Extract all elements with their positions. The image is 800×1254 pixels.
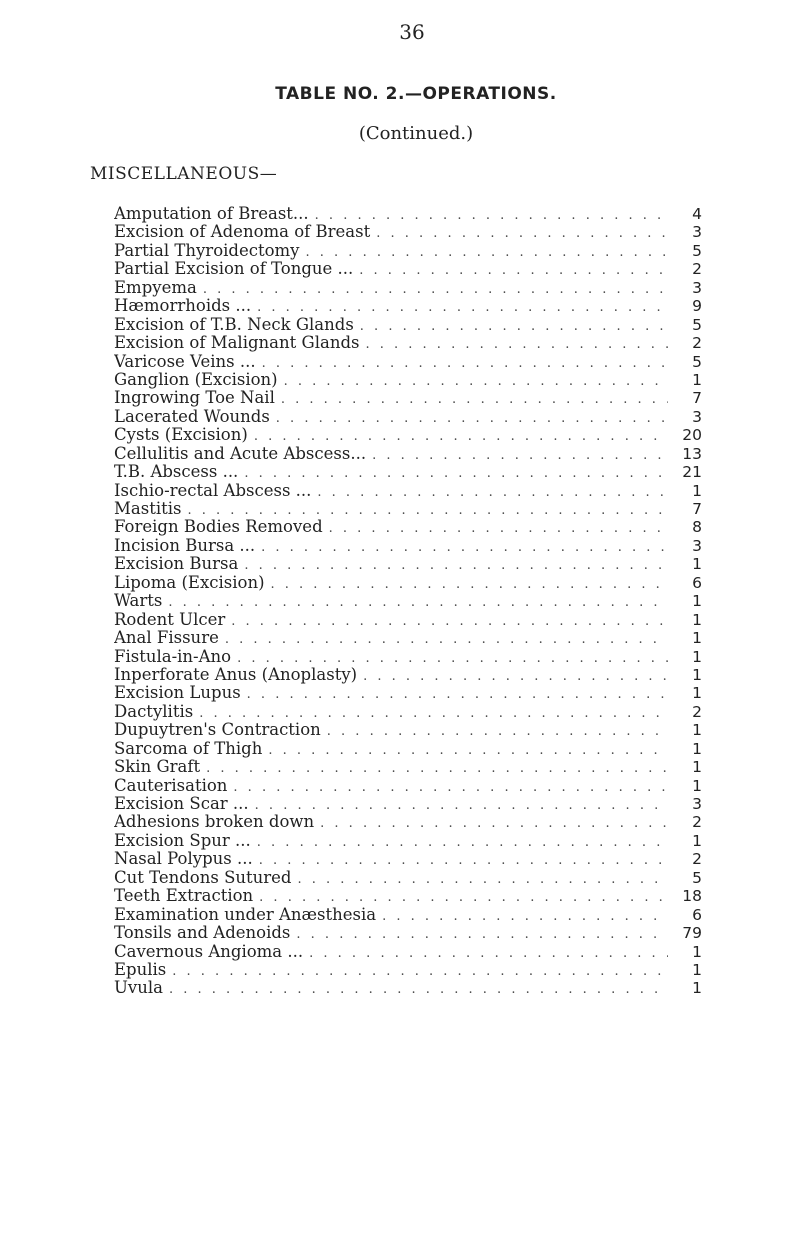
dot-leader [169, 981, 668, 997]
operation-count: 7 [692, 389, 702, 408]
table-row [114, 297, 702, 315]
operation-count: 8 [692, 518, 702, 537]
dot-leader [257, 299, 668, 315]
operation-name: Cut Tendons Sutured [114, 869, 297, 887]
operation-count: 1 [692, 684, 702, 703]
table-row [114, 518, 702, 536]
dot-leader [309, 945, 668, 961]
operation-count: 6 [692, 573, 702, 592]
dot-leader [284, 373, 668, 389]
dot-leader [255, 797, 668, 813]
operation-name: Mastitis [114, 500, 187, 518]
operation-count: 3 [692, 407, 702, 426]
operation-count: 1 [692, 758, 702, 777]
dot-leader [225, 631, 668, 647]
section-heading: MISCELLANEOUS— [90, 164, 278, 184]
dot-leader [268, 742, 668, 758]
table-row [114, 869, 702, 887]
operation-name: Excision Spur ... [114, 832, 257, 850]
operation-name: Excision of Adenoma of Breast [114, 223, 376, 241]
dot-leader [271, 576, 668, 592]
operation-count: 1 [692, 721, 702, 740]
operation-count: 2 [692, 334, 702, 353]
operation-name: T.B. Abscess ... [114, 463, 244, 481]
operation-count: 1 [692, 665, 702, 684]
operation-name: Dactylitis [114, 703, 199, 721]
table-row [114, 703, 702, 721]
table-row [114, 887, 702, 905]
table-row [114, 721, 702, 739]
dot-leader [244, 557, 668, 573]
operation-name: Anal Fissure [114, 629, 225, 647]
dot-leader [206, 760, 668, 776]
operation-count: 1 [692, 960, 702, 979]
operation-count: 4 [692, 205, 702, 223]
table-row [114, 445, 702, 463]
dot-leader [247, 686, 668, 702]
dot-leader [306, 244, 668, 260]
dot-leader [363, 668, 668, 684]
table-row [114, 648, 702, 666]
table-row [114, 906, 702, 924]
operation-count: 1 [692, 481, 702, 500]
table-row [114, 463, 702, 481]
operation-count: 2 [692, 702, 702, 721]
operation-count: 2 [692, 850, 702, 869]
operation-name: Teeth Extraction [114, 887, 259, 905]
operation-count: 1 [692, 555, 702, 574]
operation-name: Excision Scar ... [114, 795, 255, 813]
operation-count: 5 [692, 352, 702, 371]
table-row [114, 611, 702, 629]
operation-count: 5 [692, 315, 702, 334]
operation-name: Adhesions broken down [114, 813, 320, 831]
operation-name: Excision of T.B. Neck Glands [114, 316, 360, 334]
table-row [114, 500, 702, 518]
table-row [114, 684, 702, 702]
dot-leader [281, 391, 668, 407]
operation-name: Inperforate Anus (Anoplasty) [114, 666, 363, 684]
dot-leader [317, 484, 668, 500]
table-row [114, 408, 702, 426]
operation-count: 1 [692, 629, 702, 648]
operation-name: Ingrowing Toe Nail [114, 389, 281, 407]
table-row [114, 205, 702, 223]
operation-name: Incision Bursa ... [114, 537, 261, 555]
operation-count: 79 [682, 924, 702, 943]
operation-count: 1 [692, 370, 702, 389]
operation-name: Dupuytren's Contraction [114, 721, 327, 739]
table-row [114, 242, 702, 260]
operation-name: Fistula-in-Ano [114, 648, 237, 666]
table-row [114, 426, 702, 444]
dot-leader [259, 889, 668, 905]
table-row [114, 758, 702, 776]
operation-name: Foreign Bodies Removed [114, 518, 329, 536]
dot-leader [233, 779, 668, 795]
operation-name: Cysts (Excision) [114, 426, 254, 444]
operation-count: 6 [692, 905, 702, 924]
operation-name: Ganglion (Excision) [114, 371, 284, 389]
operation-name: Warts [114, 592, 168, 610]
table-row [114, 850, 702, 868]
operation-name: Lacerated Wounds [114, 408, 276, 426]
operation-name: Epulis [114, 961, 172, 979]
dot-leader [365, 336, 668, 352]
dot-leader [320, 815, 668, 831]
dot-leader [382, 908, 668, 924]
dot-leader [297, 871, 668, 887]
table-row [114, 334, 702, 352]
table-row [114, 316, 702, 334]
operation-name: Excision Bursa [114, 555, 244, 573]
operation-count: 1 [692, 739, 702, 758]
table-row [114, 537, 702, 555]
dot-leader [327, 723, 668, 739]
operation-count: 21 [682, 463, 702, 482]
operation-count: 1 [692, 610, 702, 629]
table-row [114, 389, 702, 407]
table-row [114, 555, 702, 573]
operation-count: 1 [692, 776, 702, 795]
table-row [114, 223, 702, 241]
operation-count: 3 [692, 278, 702, 297]
table-row [114, 979, 702, 997]
operation-count: 7 [692, 500, 702, 518]
operation-name: Partial Excision of Tongue ... [114, 260, 359, 278]
operation-count: 1 [692, 647, 702, 666]
dot-leader [237, 650, 668, 666]
dot-leader [259, 852, 668, 868]
table-row [114, 592, 702, 610]
operation-count: 13 [682, 444, 702, 463]
table-row [114, 924, 702, 942]
operations-list [114, 205, 702, 998]
operation-name: Excision Lupus [114, 684, 247, 702]
table-row [114, 795, 702, 813]
operation-name: Rodent Ulcer [114, 611, 231, 629]
operation-count: 3 [692, 223, 702, 242]
dot-leader [276, 410, 668, 426]
operation-name: Excision of Malignant Glands [114, 334, 365, 352]
operation-count: 1 [692, 592, 702, 611]
dot-leader [262, 355, 668, 371]
dot-leader [359, 262, 668, 278]
operation-name: Cellulitis and Acute Abscess... [114, 445, 372, 463]
operation-count: 1 [692, 979, 702, 998]
operation-count: 2 [692, 813, 702, 832]
dot-leader [199, 705, 668, 721]
table-row [114, 353, 702, 371]
table-row [114, 943, 702, 961]
table-row [114, 260, 702, 278]
dot-leader [315, 207, 668, 223]
operation-name: Lipoma (Excision) [114, 574, 271, 592]
dot-leader [329, 520, 668, 536]
dot-leader [244, 465, 668, 481]
operation-name: Uvula [114, 979, 169, 997]
dot-leader [254, 428, 668, 444]
operation-count: 1 [692, 831, 702, 850]
table-row [114, 961, 702, 979]
table-row [114, 574, 702, 592]
operation-count: 2 [692, 260, 702, 279]
operation-name: Amputation of Breast... [114, 205, 315, 223]
table-row [114, 629, 702, 647]
dot-leader [172, 963, 668, 979]
table-title: TABLE NO. 2.—OPERATIONS. [275, 84, 557, 104]
dot-leader [203, 281, 668, 297]
page-number: 36 [399, 20, 425, 44]
dot-leader [376, 225, 668, 241]
dot-leader [257, 834, 668, 850]
operation-name: Nasal Polypus ... [114, 850, 259, 868]
dot-leader [372, 447, 668, 463]
table-row [114, 666, 702, 684]
operation-count: 18 [682, 887, 702, 906]
dot-leader [261, 539, 668, 555]
table-row [114, 279, 702, 297]
table-row [114, 813, 702, 831]
dot-leader [187, 502, 668, 518]
operation-name: Hæmorrhoids ... [114, 297, 257, 315]
table-row [114, 832, 702, 850]
operation-count: 20 [682, 426, 702, 445]
dot-leader [296, 926, 668, 942]
table-row [114, 371, 702, 389]
operation-name: Partial Thyroidectomy [114, 242, 306, 260]
operation-count: 1 [692, 942, 702, 961]
operation-count: 3 [692, 536, 702, 555]
operation-count: 3 [692, 795, 702, 813]
table-subtitle: (Continued.) [358, 123, 474, 144]
operation-count: 5 [692, 241, 702, 260]
operation-name: Sarcoma of Thigh [114, 740, 268, 758]
operation-name: Empyema [114, 279, 203, 297]
operation-name: Examination under Anæsthesia [114, 906, 382, 924]
dot-leader [360, 318, 668, 334]
table-row [114, 777, 702, 795]
table-row [114, 482, 702, 500]
operation-name: Varicose Veins ... [114, 353, 262, 371]
operation-count: 9 [692, 297, 702, 316]
operation-count: 5 [692, 868, 702, 887]
operation-name: Tonsils and Adenoids [114, 924, 296, 942]
operation-name: Skin Graft [114, 758, 206, 776]
dot-leader [168, 594, 668, 610]
dot-leader [231, 613, 668, 629]
operation-name: Ischio-rectal Abscess ... [114, 482, 317, 500]
table-row [114, 740, 702, 758]
operation-name: Cauterisation [114, 777, 233, 795]
operation-name: Cavernous Angioma ... [114, 943, 309, 961]
